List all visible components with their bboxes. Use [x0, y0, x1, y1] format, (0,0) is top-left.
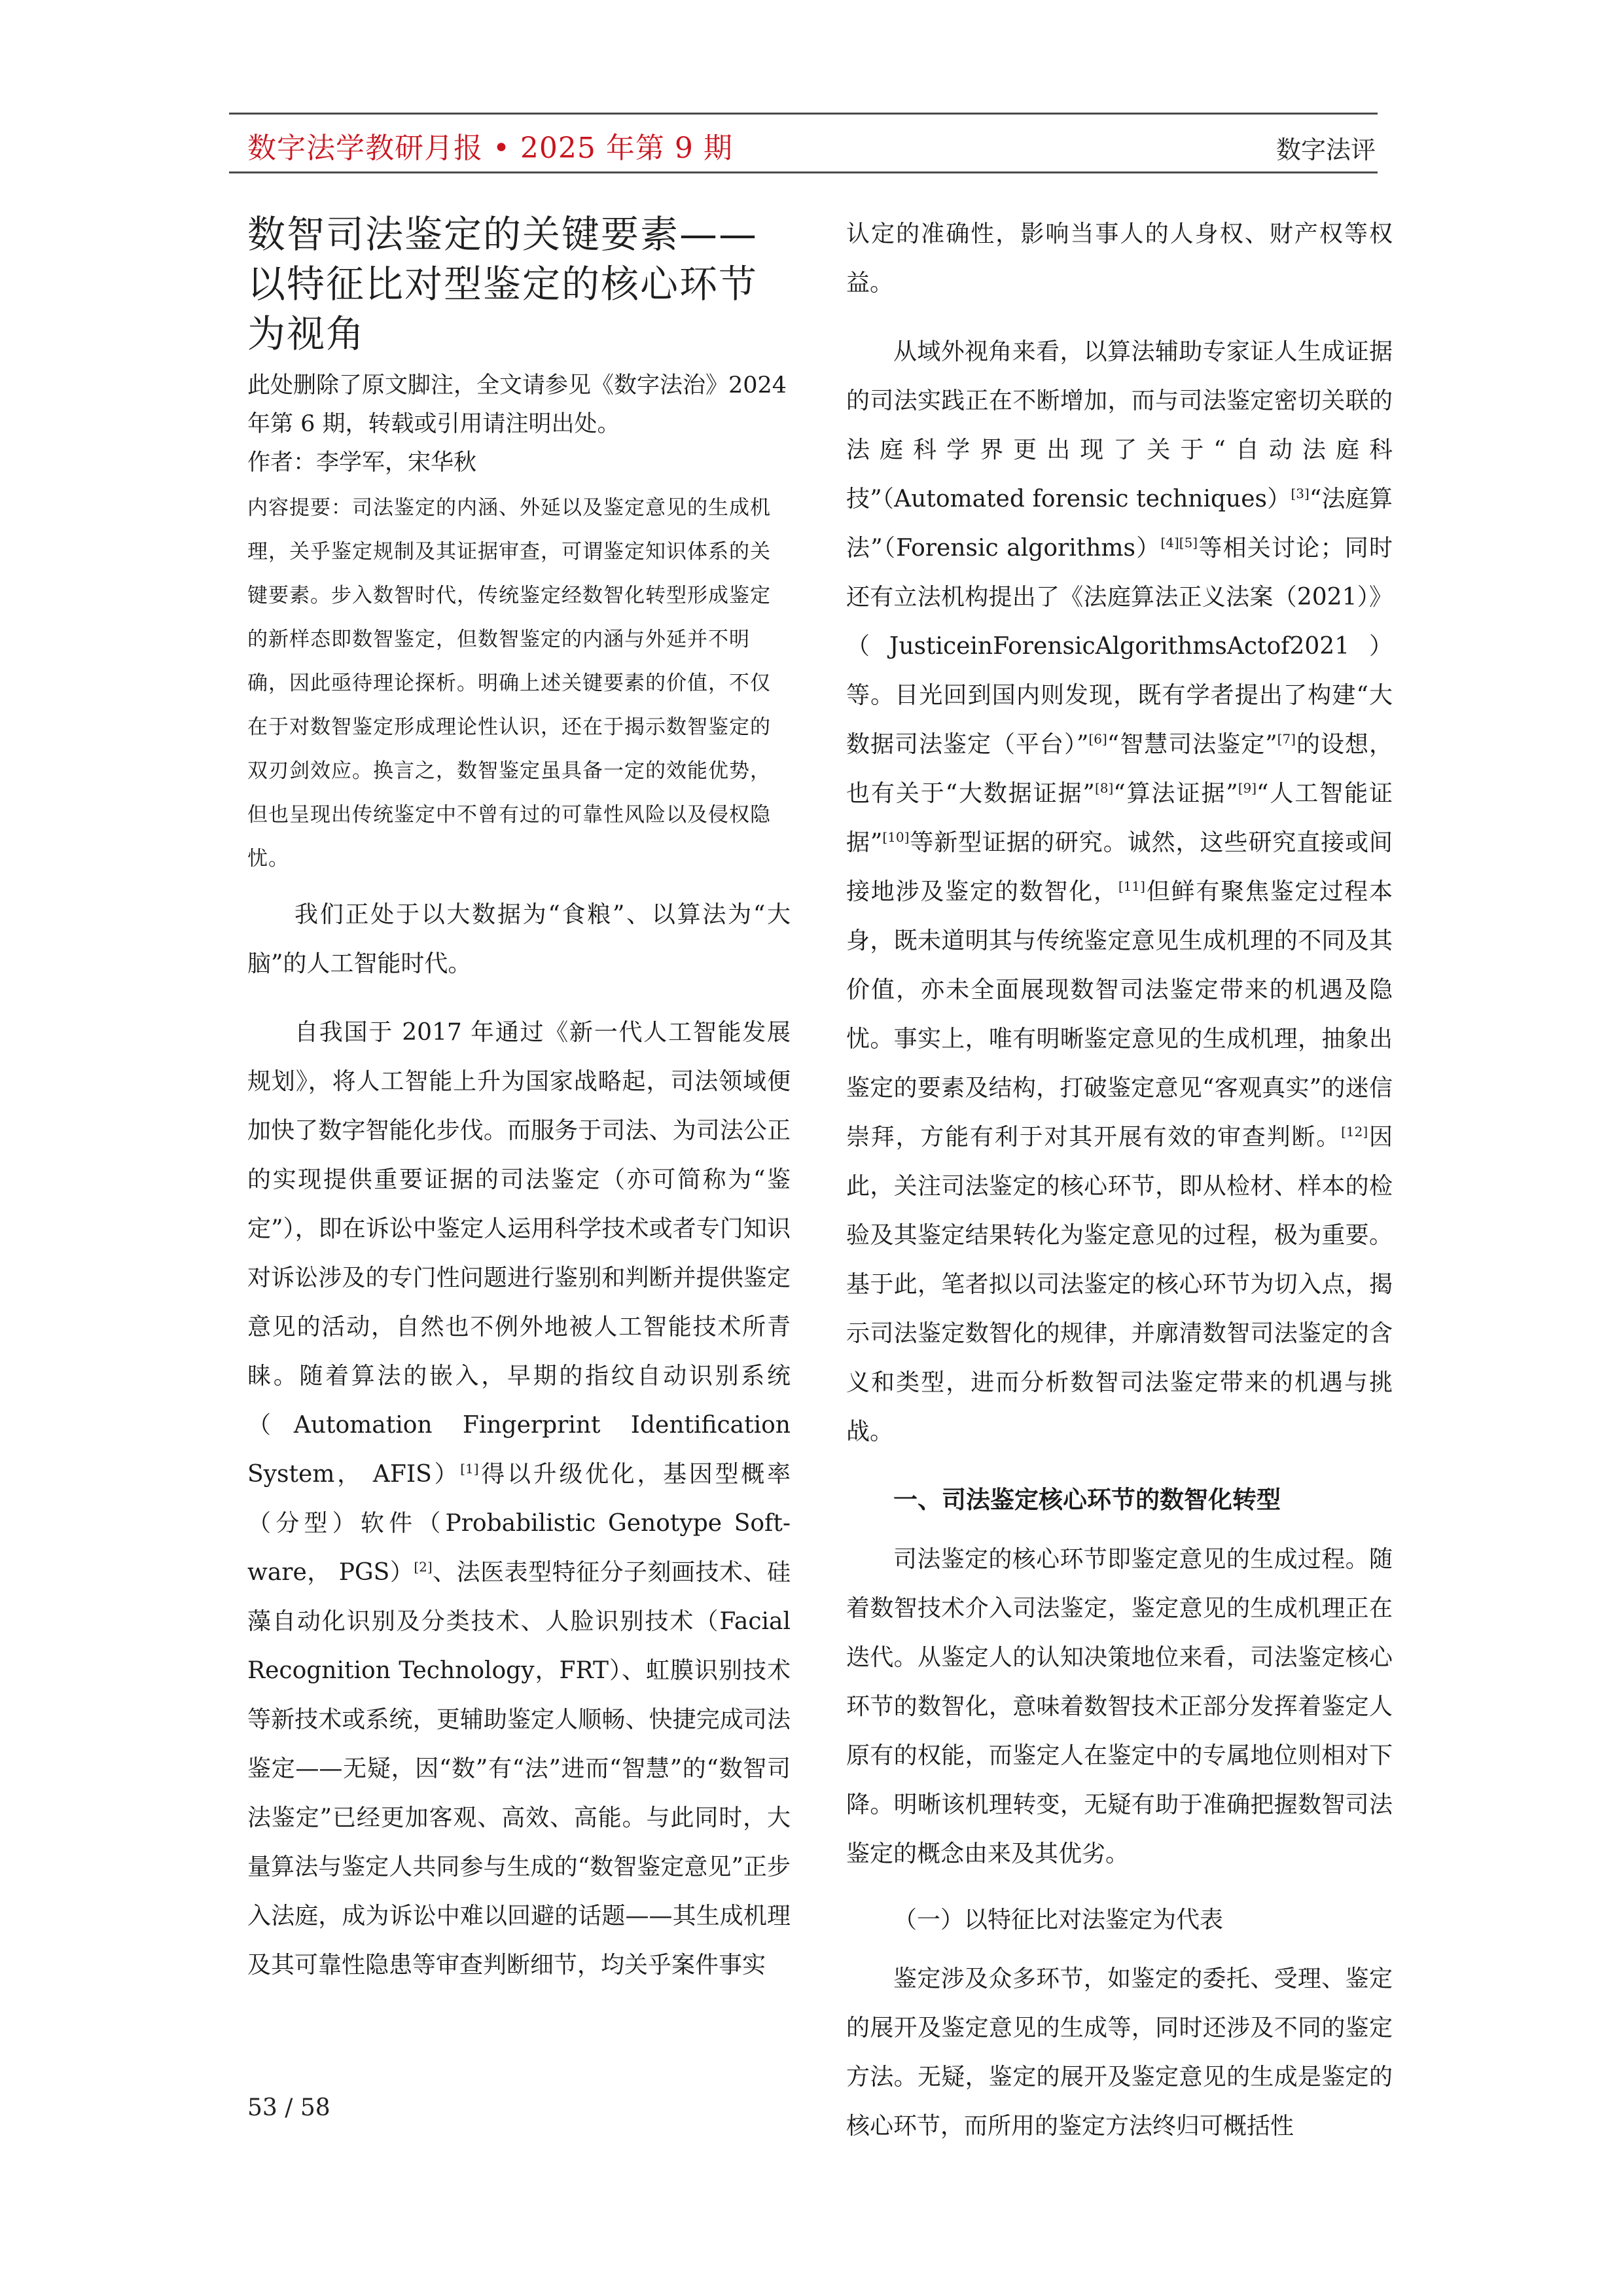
ref-2: [2]: [414, 1559, 433, 1575]
ref-4-5: [4][5]: [1160, 535, 1198, 550]
header-bottom-rule: [229, 171, 1378, 173]
left-column: [247, 209, 791, 2009]
ref-9: [9]: [1238, 780, 1257, 796]
ref-12: [12]: [1341, 1124, 1368, 1139]
subsection-heading: （一）以特征比对法鉴定为代表: [893, 1907, 1224, 1933]
abstract: 内容提要：司法鉴定的内涵、外延以及鉴定意见的生成机理，关乎鉴定规制及其证据审查，可谓鉴定知识体系的关键要素。步入数智时代，传统鉴定经数智化转型形成鉴定的新样态即数智鉴定，但数智鉴定的内涵与外延并不明确，因此亟待理论探析。明确上述关键要素的价值，不仅在于对数智鉴定形成理论性认识，还在于揭示数智鉴定的双刃剑效应。换言之，数智鉴定虽具备一定的效能优势，但也呈现出传统鉴定中不曾有过的可靠性风险以及侵权隐忧。: [247, 496, 771, 870]
article-title: 数智司法鉴定的关键要素——以特征比对型鉴定的核心环节为视角: [247, 212, 758, 356]
paragraph-literature: 从域外视角来看，以算法辅助专家证人生成证据的司法实践正在不断增加，而与司法鉴定密切关联的法庭科学界更出现了关于“自动法庭科技”（Automated forensic techniques）[3]“法庭算法”（Forensic algorithms）[4][5]等相关讨论；同时还有立法机构提出了《法庭算法正义法案（2021）》（JusticeinForensicAlgorithmsActof2021）等。目光回到国内则发现，既有学者提出了构建“大数据司法鉴定（平台）”[6]“智慧司法鉴定”[7]的设想，也有关于“大数据证据”[8]“算法证据”[9]“人工智能证据”[10]等新型证据的研究。诚然，这些研究直接或间接地涉及鉴定的数智化，[11]但鲜有聚焦鉴定过程本身，既未道明其与传统鉴定意见生成机理的不同及其价值，亦未全面展现数智司法鉴定带来的机遇及隐忧。事实上，唯有明晰鉴定意见的生成机理，抽象出鉴定的要素及结构，打破鉴定意见“客观真实”的迷信崇拜，方能有利于对其开展有效的审查判断。[12]因此，关注司法鉴定的核心环节，即从检材、样本的检验及其鉴定结果转化为鉴定意见的过程，极为重要。基于此，笔者拟以司法鉴定的核心环节为切入点，揭示司法鉴定数智化的规律，并廓清数智司法鉴定的含义和类型，进而分析数智司法鉴定带来的机遇与挑战。: [846, 338, 1393, 1445]
ref-6: [6]: [1088, 731, 1107, 747]
paragraph-intro: 我们正处于以大数据为“食粮”、以算法为“大脑”的人工智能时代。: [247, 901, 791, 977]
paragraph-core-process: 司法鉴定的核心环节即鉴定意见的生成过程。随着数智技术介入司法鉴定，鉴定意见的生成机理正在迭代。从鉴定人的认知决策地位来看，司法鉴定核心环节的数智化，意味着数智技术正部分发挥着鉴定人原有的权能，而鉴定人在鉴定中的专属地位则相对下降。明晰该机理转变，无疑有助于准确把握数智司法鉴定的概念由来及其优劣。: [846, 1546, 1393, 1867]
right-column: [846, 209, 1393, 2170]
section-heading: 一、司法鉴定核心环节的数智化转型: [893, 1485, 1281, 1514]
left-body: [247, 890, 791, 1990]
author-line: 作者：李学军，宋华秋: [247, 450, 477, 476]
column-label: 数字法评: [1275, 135, 1376, 164]
ref-8: [8]: [1094, 780, 1114, 796]
ref-3: [3]: [1291, 486, 1310, 501]
ref-1: [1]: [460, 1461, 479, 1477]
header-top-rule: [229, 113, 1378, 115]
page-number: 53 / 58: [247, 2094, 330, 2121]
reprint-note: 此处删除了原文脚注，全文请参见《数字法治》2024年第 6 期，转载或引用请注明出处。: [247, 372, 787, 437]
paragraph-methods: 鉴定涉及众多环节，如鉴定的委托、受理、鉴定的展开及鉴定意见的生成等，同时还涉及不同的鉴定方法。无疑，鉴定的展开及鉴定意见的生成是鉴定的核心环节，而所用的鉴定方法终归可概括性: [846, 1965, 1393, 2140]
paragraph-background: 自我国于 2017 年通过《新一代人工智能发展规划》，将人工智能上升为国家战略起，司法领域便加快了数字智能化步伐。而服务于司法、为司法公正的实现提供重要证据的司法鉴定（亦可简称为“鉴定”），即在诉讼中鉴定人运用科学技术或者专门知识对诉讼涉及的专门性问题进行鉴别和判断并提供鉴定意见的活动，自然也不例外地被人工智能技术所青睐。随着算法的嵌入，早期的指纹自动识别系统（Automation Fingerprint Identification System， AFIS）[1]得以升级优化，基因型概率（分型）软件（Probabilistic Genotype Soft-ware， PGS）[2]、法医表型特征分子刻画技术、硅藻自动化识别及分类技术、人脸识别技术（Facial Recognition Technology，FRT）、虹膜识别技术等新技术或系统，更辅助鉴定人顺畅、快捷完成司法鉴定——无疑，因“数”有“法”进而“智慧”的“数智司法鉴定”已经更加客观、高效、高能。与此同时，大量算法与鉴定人共同参与生成的“数智鉴定意见”正步入法庭，成为诉讼中难以回避的话题——其生成机理及其可靠性隐患等审查判断细节，均关乎案件事实: [247, 1019, 791, 1979]
journal-header: 数字法学教研月报 • 2025 年第 9 期: [247, 132, 733, 165]
ref-11: [11]: [1118, 878, 1145, 894]
ref-7: [7]: [1277, 731, 1296, 747]
paragraph-continued: 认定的准确性，影响当事人的人身权、财产权等权益。: [846, 221, 1393, 296]
ref-10: [10]: [882, 829, 910, 845]
right-body: [846, 209, 1393, 2151]
